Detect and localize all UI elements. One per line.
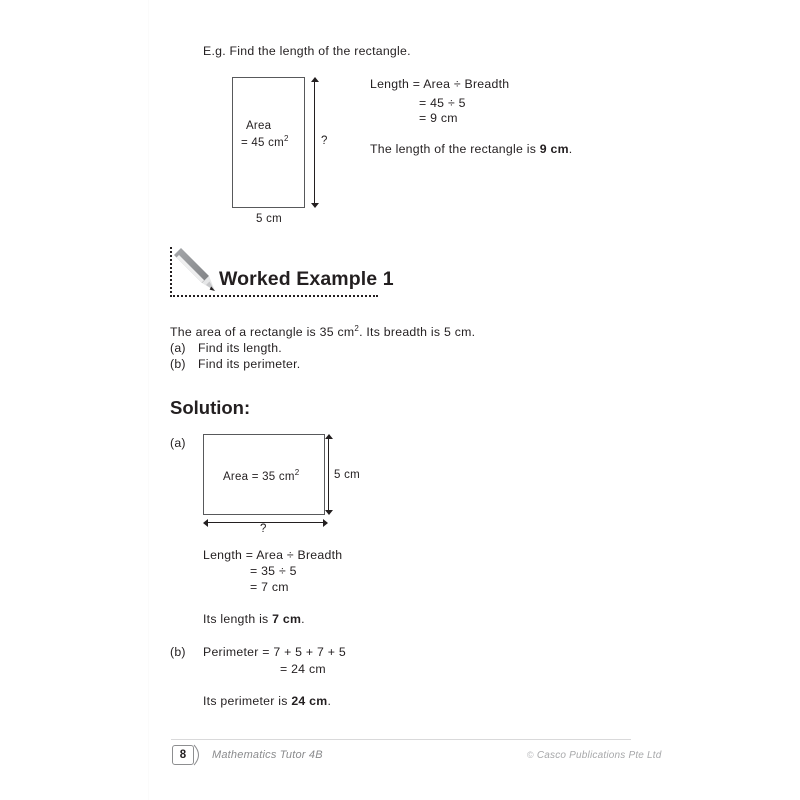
page-left-rule bbox=[148, 0, 149, 800]
arrow-head-right-icon bbox=[323, 519, 328, 527]
example-height-label: ? bbox=[321, 135, 328, 147]
footer-divider bbox=[171, 739, 631, 740]
solution-b-conclusion: Its perimeter is 24 cm. bbox=[203, 694, 332, 708]
pencil-icon bbox=[170, 246, 222, 298]
page-number: 8 bbox=[172, 745, 194, 765]
example-area-label-line2: = 45 $cm^2$ bbox=[241, 134, 289, 149]
solution-a-working-line1: Length = Area ÷ Breadth bbox=[203, 548, 343, 562]
solution-heading: Solution: bbox=[170, 397, 251, 418]
solution-area-label: Area = 35 $cm^2$ bbox=[223, 468, 300, 483]
footer-book-title: Mathematics Tutor 4B bbox=[212, 749, 323, 761]
copyright-icon: © bbox=[527, 750, 534, 760]
solution-a-working-line2: = 35 ÷ 5 bbox=[250, 564, 297, 578]
solution-part-b-label: (b) bbox=[170, 645, 186, 659]
example-width-label: 5 cm bbox=[256, 213, 282, 225]
question-stem: The area of a rectangle is 35 $cm^2$. Its breadth is 5 cm. bbox=[170, 323, 476, 339]
example-area-exponent: 2 bbox=[283, 134, 289, 144]
question-part-b-label: (b) bbox=[170, 357, 186, 371]
page-number-tail-icon bbox=[193, 744, 207, 766]
example-prompt: E.g. Find the length of the rectangle. bbox=[203, 44, 411, 58]
arrow-shaft bbox=[314, 81, 315, 204]
question-part-b-text: Find its perimeter. bbox=[198, 357, 301, 371]
example-working-line1: Length = Area ÷ Breadth bbox=[370, 77, 510, 91]
question-stem-exponent: 2 bbox=[354, 323, 360, 333]
solution-height-label: 5 cm bbox=[334, 469, 360, 481]
example-height-arrow bbox=[310, 77, 319, 208]
solution-height-arrow bbox=[324, 434, 333, 515]
example-conclusion: The length of the rectangle is 9 cm. bbox=[370, 142, 573, 156]
solution-b-working-line1: Perimeter = 7 + 5 + 7 + 5 bbox=[203, 645, 346, 659]
solution-a-conclusion: Its length is 7 cm. bbox=[203, 612, 305, 626]
arrow-head-down-icon bbox=[325, 510, 333, 515]
solution-area-exponent: 2 bbox=[294, 468, 300, 478]
example-working-line3: = 9 cm bbox=[419, 111, 458, 125]
example-area-label-line1: Area bbox=[246, 120, 272, 132]
worked-example-title: Worked Example 1 bbox=[219, 268, 394, 290]
solution-width-label: ? bbox=[260, 523, 267, 535]
arrow-shaft bbox=[328, 438, 329, 511]
solution-part-a-label: (a) bbox=[170, 436, 186, 450]
arrow-head-down-icon bbox=[311, 203, 319, 208]
footer-copyright: © Casco Publications Pte Ltd bbox=[527, 750, 662, 761]
question-part-a-label: (a) bbox=[170, 341, 186, 355]
solution-a-working-line3: = 7 cm bbox=[250, 580, 289, 594]
example-working-line2: = 45 ÷ 5 bbox=[419, 96, 466, 110]
question-part-a-text: Find its length. bbox=[198, 341, 282, 355]
solution-b-working-line2: = 24 cm bbox=[280, 662, 326, 676]
